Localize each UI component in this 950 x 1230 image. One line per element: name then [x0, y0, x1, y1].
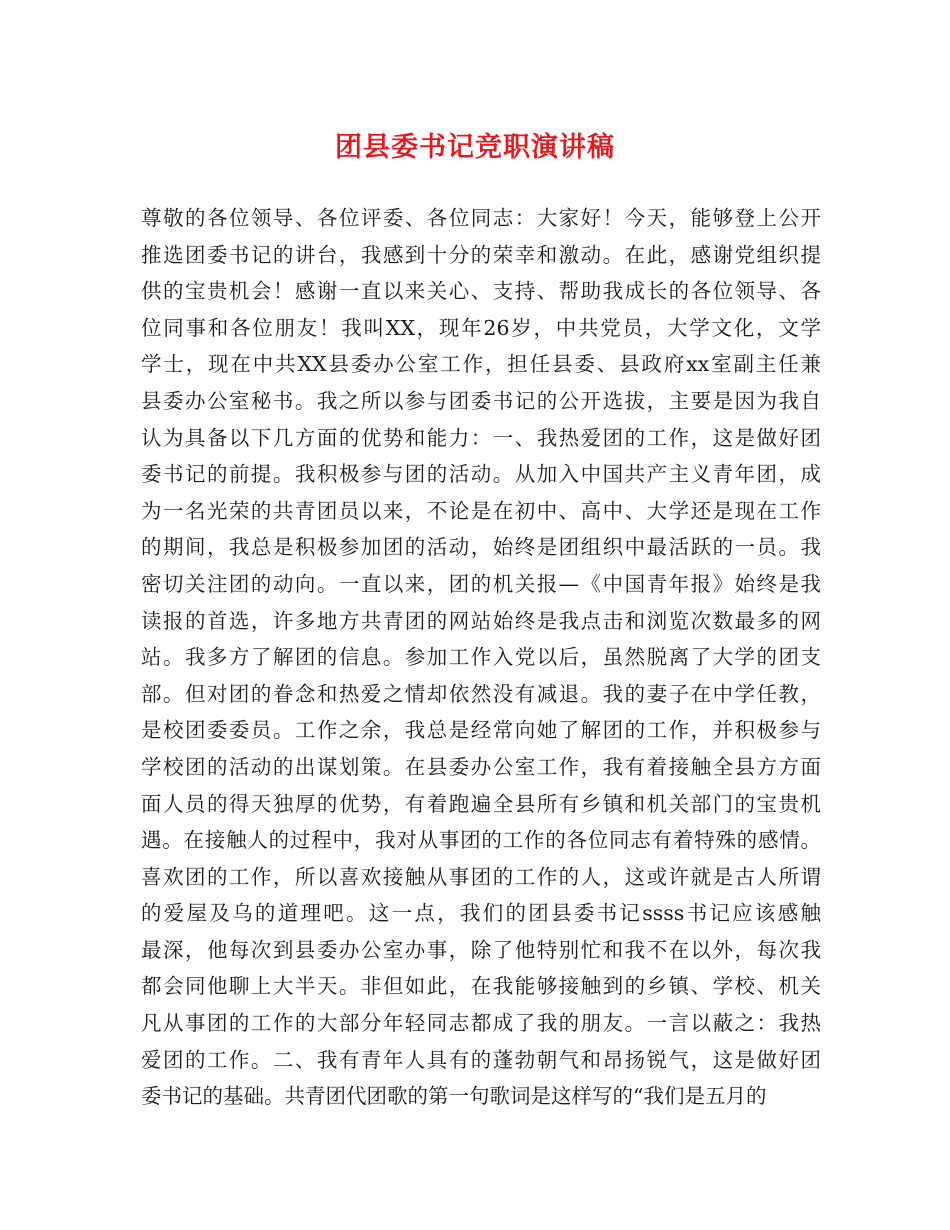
document-body	[141, 200, 821, 1115]
body-line: 凡从事团的工作的大部分年轻同志都成了我的朋友。一言以蔽之：我热	[141, 1011, 821, 1036]
body-line: 推选团委书记的讲台，我感到十分的荣幸和激动。在此，感谢党组织提	[141, 242, 821, 267]
body-line: 委书记的前提。我积极参与团的活动。从加入中国共产主义青年团，成	[141, 462, 821, 487]
body-line: 是校团委委员。工作之余，我总是经常向她了解团的工作，并积极参与	[141, 718, 821, 743]
body-line: 的期间，我总是积极参加团的活动，始终是团组织中最活跃的一员。我	[141, 535, 821, 560]
body-line: 遇。在接触人的过程中，我对从事团的工作的各位同志有着特殊的感情。	[141, 828, 821, 853]
body-line: 县委办公室秘书。我之所以参与团委书记的公开选拔，主要是因为我自	[141, 388, 821, 413]
body-line: 学校团的活动的出谋划策。在县委办公室工作，我有着接触全县方方面	[141, 754, 821, 779]
body-line: 站。我多方了解团的信息。参加工作入党以后，虽然脱离了大学的团支	[141, 645, 821, 670]
body-line: 最深，他每次到县委办公室办事，除了他特别忙和我不在以外，每次我	[141, 937, 821, 962]
body-line: 的爱屋及乌的道理吧。这一点，我们的团县委书记ssss书记应该感触	[141, 901, 821, 926]
body-line: 为一名光荣的共青团员以来，不论是在初中、高中、大学还是现在工作	[141, 498, 821, 523]
body-line: 面人员的得天独厚的优势，有着跑遍全县所有乡镇和机关部门的宝贵机	[141, 791, 821, 816]
body-line: 爱团的工作。二、我有青年人具有的蓬勃朝气和昂扬锐气，这是做好团	[141, 1047, 821, 1072]
body-line: 认为具备以下几方面的优势和能力：一、我热爱团的工作，这是做好团	[141, 425, 821, 450]
body-line: 委书记的基础。共青团代团歌的第一句歌词是这样写的“我们是五月的	[141, 1084, 767, 1109]
body-line: 学士，现在中共XX县委办公室工作，担任县委、县政府xx室副主任兼	[141, 352, 821, 377]
body-line: 尊敬的各位领导、各位评委、各位同志：大家好！今天，能够登上公开	[141, 206, 821, 230]
body-line: 读报的首选，许多地方共青团的网站始终是我点击和浏览次数最多的网	[141, 608, 821, 633]
document-title: 团县委书记竞职演讲稿	[335, 132, 615, 163]
body-line: 密切关注团的动向。一直以来，团的机关报—《中国青年报》始终是我	[141, 571, 821, 596]
body-line: 喜欢团的工作，所以喜欢接触从事团的工作的人，这或许就是古人所谓	[141, 864, 821, 889]
body-line: 部。但对团的眷念和热爱之情却依然没有减退。我的妻子在中学任教，	[141, 681, 821, 706]
body-line: 供的宝贵机会！感谢一直以来关心、支持、帮助我成长的各位领导、各	[141, 279, 821, 304]
body-line: 都会同他聊上大半天。非但如此，在我能够接触到的乡镇、学校、机关	[141, 974, 821, 999]
body-line: 位同事和各位朋友！我叫XX，现年26岁，中共党员，大学文化，文学	[141, 315, 821, 340]
